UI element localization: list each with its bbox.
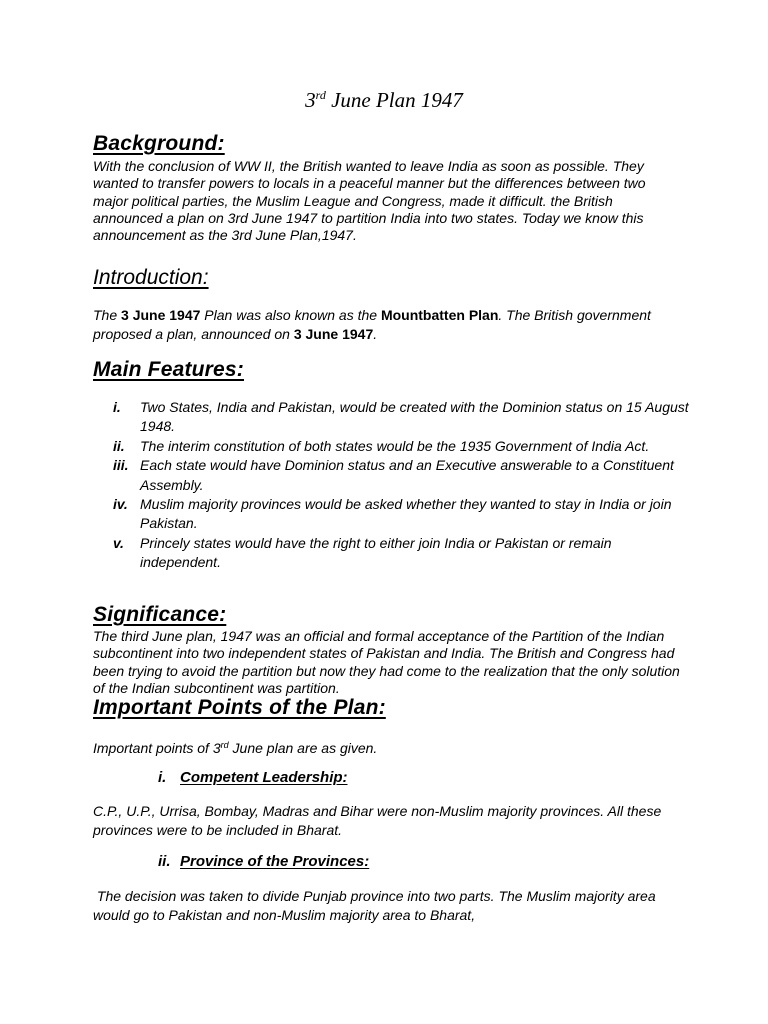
main-features-list [113,398,693,573]
point-text-province-of-provinces: The decision was taken to divide Punjab province into two parts. The Muslim majority area would go to Pakistan and non-Muslim majority area to Bharat, [93,888,660,924]
background-text: With the conclusion of WW II, the British wanted to leave India as soon as possible. They wanted to transfer powers to locals in a peaceful manner but the differences between two major political parties, the Muslim League and Congress, made it difficult. the British announced a plan on 3rd June 1947 to partition India into two states. Today we know this announcement as the 3rd June Plan,1947. [93,158,646,244]
document-title: 3rd June Plan 1947 [305,88,463,112]
list-item: i. Two States, India and Pakistan, would be created with the Dominion status on 15 August 1948. [113,399,689,435]
introduction-heading: Introduction: [93,266,209,289]
point-text-competent-leadership: C.P., U.P., Urrisa, Bombay, Madras and Bihar were non-Muslim majority provinces. All these provinces were to be included in Bharat. [93,803,662,839]
main-features-heading: Main Features: [93,358,244,381]
point-heading-competent-leadership: i. Competent Leadership: [158,769,348,786]
list-item: v. Princely states would have the right to either join India or Pakistan or remain independent. [113,534,612,571]
introduction-text: The 3 June 1947 Plan was also known as the Mountbatten Plan. The British government proposed a plan, announced on 3 June 1947. [93,307,651,343]
background-heading: Background: [93,132,225,155]
significance-heading: Significance: [93,603,227,626]
list-item: iv. Muslim majority provinces would be asked whether they wanted to stay in India or join Pakistan. [113,496,672,532]
list-item: ii. The interim constitution of both states would be the 1935 Government of India Act. [113,437,650,454]
significance-text: The third June plan, 1947 was an official and formal acceptance of the Partition of the Indian subcontinent into two independent states of Pakistan and India. The British and Congress had been trying to avoid the partition but now they had come to the realization that the only solution of the Indian subcontinent was partition. [93,628,680,696]
list-item: iii. Each state would have Dominion status and an Executive answerable to a Constituent Assembly. [113,457,674,493]
important-points-heading: Important Points of the Plan: [93,696,386,719]
point-heading-province-of-provinces: ii. Province of the Provinces: [158,853,370,870]
important-points-intro: Important points of 3rd June plan are as given. [93,740,378,756]
